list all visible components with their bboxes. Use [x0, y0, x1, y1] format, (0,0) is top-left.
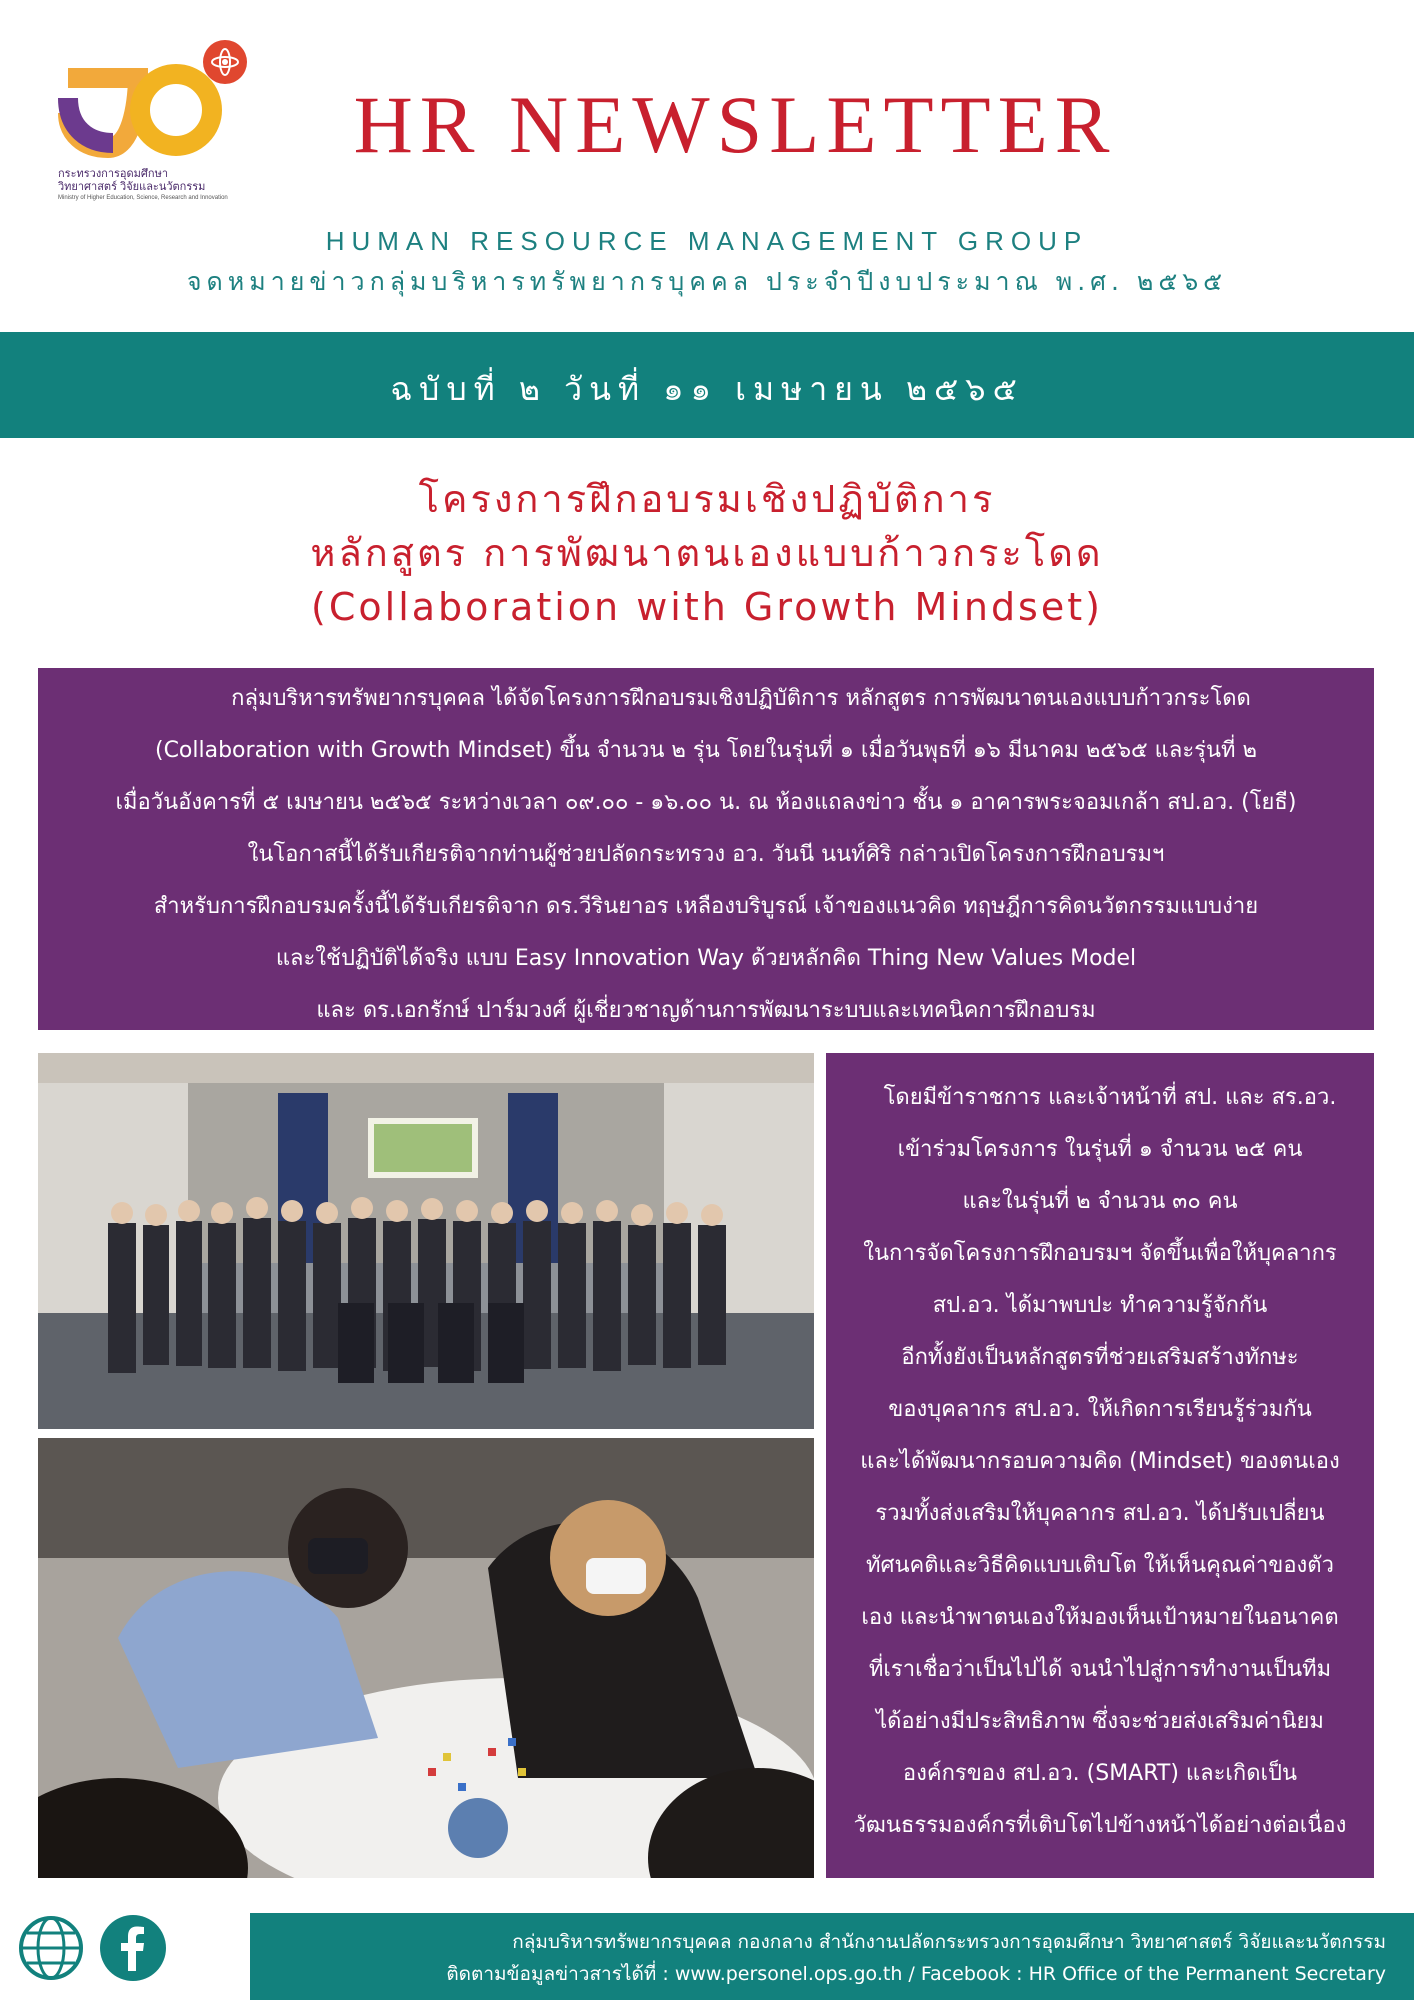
intro-text-box: [38, 668, 1374, 1030]
intro-line: ในโอกาสนี้ได้รับเกียรติจากท่านผู้ช่วยปลัดกระทรวง อว. วันนี นนท์ศิริ กล่าวเปิดโครงการฝึกอบรมฯ: [247, 842, 1165, 867]
details-line: วัฒนธรรมองค์กรที่เติบโตไปข้างหน้าได้อย่างต่อเนื่อง: [853, 1813, 1347, 1838]
intro-line: และ ดร.เอกรักษ์ ปาร์มวงศ์ ผู้เชี่ยวชาญด้านการพัฒนาระบบและเทคนิคการฝึกอบรม: [316, 998, 1096, 1023]
issue-label: ฉบับที่ ๒ วันที่ ๑๑ เมษายน ๒๕๖๕: [390, 370, 1024, 408]
intro-line: กลุ่มบริหารทรัพยากรบุคคล ได้จัดโครงการฝึกอบรมเชิงปฏิบัติการ หลักสูตร การพัฒนาตนเองแบบก้าวกระโดด: [231, 686, 1251, 711]
logo-caption-th-2: วิทยาศาสตร์ วิจัยและนวัตกรรม: [58, 181, 206, 193]
footer-contact[interactable]: ติดตามข้อมูลข่าวสารได้ที่ : www.personel.ops.go.th / Facebook : HR Office of the Permanent Secretary: [446, 1963, 1386, 1985]
details-line: ได้อย่างมีประสิทธิภาพ ซึ่งจะช่วยส่งเสริมค่านิยม: [876, 1709, 1324, 1734]
headline-line-2: หลักสูตร การพัฒนาตนเองแบบก้าวกระโดด: [310, 531, 1104, 575]
details-line: และในรุ่นที่ ๒ จำนวน ๓๐ คน: [962, 1189, 1238, 1214]
footer-organization: กลุ่มบริหารทรัพยากรบุคคล กองกลาง สำนักงานปลัดกระทรวงการอุดมศึกษา วิทยาศาสตร์ วิจัยและนวัตกรรม: [512, 1931, 1386, 1953]
logo-caption-en: Ministry of Higher Education, Science, Research and Innovation: [58, 195, 228, 201]
details-line: ของบุคลากร สป.อว. ให้เกิดการเรียนรู้ร่วมกัน: [888, 1397, 1312, 1422]
subtitle-english: HUMAN RESOURCE MANAGEMENT GROUP: [325, 226, 1089, 256]
details-line: โดยมีข้าราชการ และเจ้าหน้าที่ สป. และ สร.อว.: [883, 1085, 1337, 1110]
intro-line: สำหรับการฝึกอบรมครั้งนี้ได้รับเกียรติจาก ดร.วีรินยาอร เหลืองบริบูรณ์ เจ้าของแนวคิด ทฤษฎีการคิดนวัตกรรมแบบง่าย: [153, 894, 1259, 919]
intro-line: และใช้ปฏิบัติได้จริง แบบ Easy Innovation Way ด้วยหลักคิด Thing New Values Model: [275, 946, 1137, 971]
subtitle-thai: จดหมายข่าวกลุ่มบริหารทรัพยากรบุคคล ประจำปีงบประมาณ พ.ศ. ๒๕๖๕: [186, 267, 1228, 296]
details-line: ที่เราเชื่อว่าเป็นไปได้ จนนำไปสู่การทำงานเป็นทีม: [868, 1657, 1332, 1682]
details-line: ในการจัดโครงการฝึกอบรมฯ จัดขึ้นเพื่อให้บุคลากร: [863, 1241, 1337, 1266]
group-photo: [38, 1053, 814, 1429]
details-line: องค์กรของ สป.อว. (SMART) และเกิดเป็น: [902, 1761, 1298, 1786]
intro-line: เมื่อวันอังคารที่ ๕ เมษายน ๒๕๖๕ ระหว่างเวลา ๐๙.๐๐ - ๑๖.๐๐ น. ณ ห้องแถลงข่าว ชั้น ๑ อาคารพระจอมเกล้า สป.อว. (โยธี): [115, 790, 1297, 815]
globe-icon[interactable]: [18, 1915, 84, 1981]
details-line: อีกทั้งยังเป็นหลักสูตรที่ช่วยเสริมสร้างทักษะ: [901, 1345, 1299, 1370]
facebook-icon[interactable]: [100, 1915, 166, 1981]
article-headline: [0, 472, 1414, 634]
activity-photo: [38, 1438, 814, 1878]
details-line: เอง และนำพาตนเองให้มองเห็นเป้าหมายในอนาคต: [861, 1605, 1339, 1630]
intro-line: (Collaboration with Growth Mindset) ขึ้น จำนวน ๒ รุ่น โดยในรุ่นที่ ๑ เมื่อวันพุธที่ ๑๖ มีนาคม ๒๕๖๕ และรุ่นที่ ๒: [154, 738, 1258, 763]
details-text-box: [826, 1053, 1374, 1878]
logo-caption-th-1: กระทรวงการอุดมศึกษา: [58, 168, 168, 180]
logo-caption: [58, 168, 258, 202]
headline-line-3: (Collaboration with Growth Mindset): [311, 585, 1103, 629]
details-line: และได้พัฒนากรอบความคิด (Mindset) ของตนเอง: [860, 1449, 1340, 1474]
details-line: สป.อว. ได้มาพบปะ ทำความรู้จักกัน: [932, 1293, 1268, 1318]
details-line: ทัศนคติและวิธีคิดแบบเติบโต ให้เห็นคุณค่าของตัว: [866, 1553, 1334, 1578]
headline-line-1: โครงการฝึกอบรมเชิงปฏิบัติการ: [418, 477, 996, 521]
details-line: รวมทั้งส่งเสริมให้บุคลากร สป.อว. ได้ปรับเปลี่ยน: [875, 1501, 1325, 1526]
newsletter-title: HR NEWSLETTER: [353, 79, 1117, 170]
footer-banner: [250, 1913, 1414, 2000]
details-line: เข้าร่วมโครงการ ในรุ่นที่ ๑ จำนวน ๒๕ คน: [897, 1137, 1303, 1162]
